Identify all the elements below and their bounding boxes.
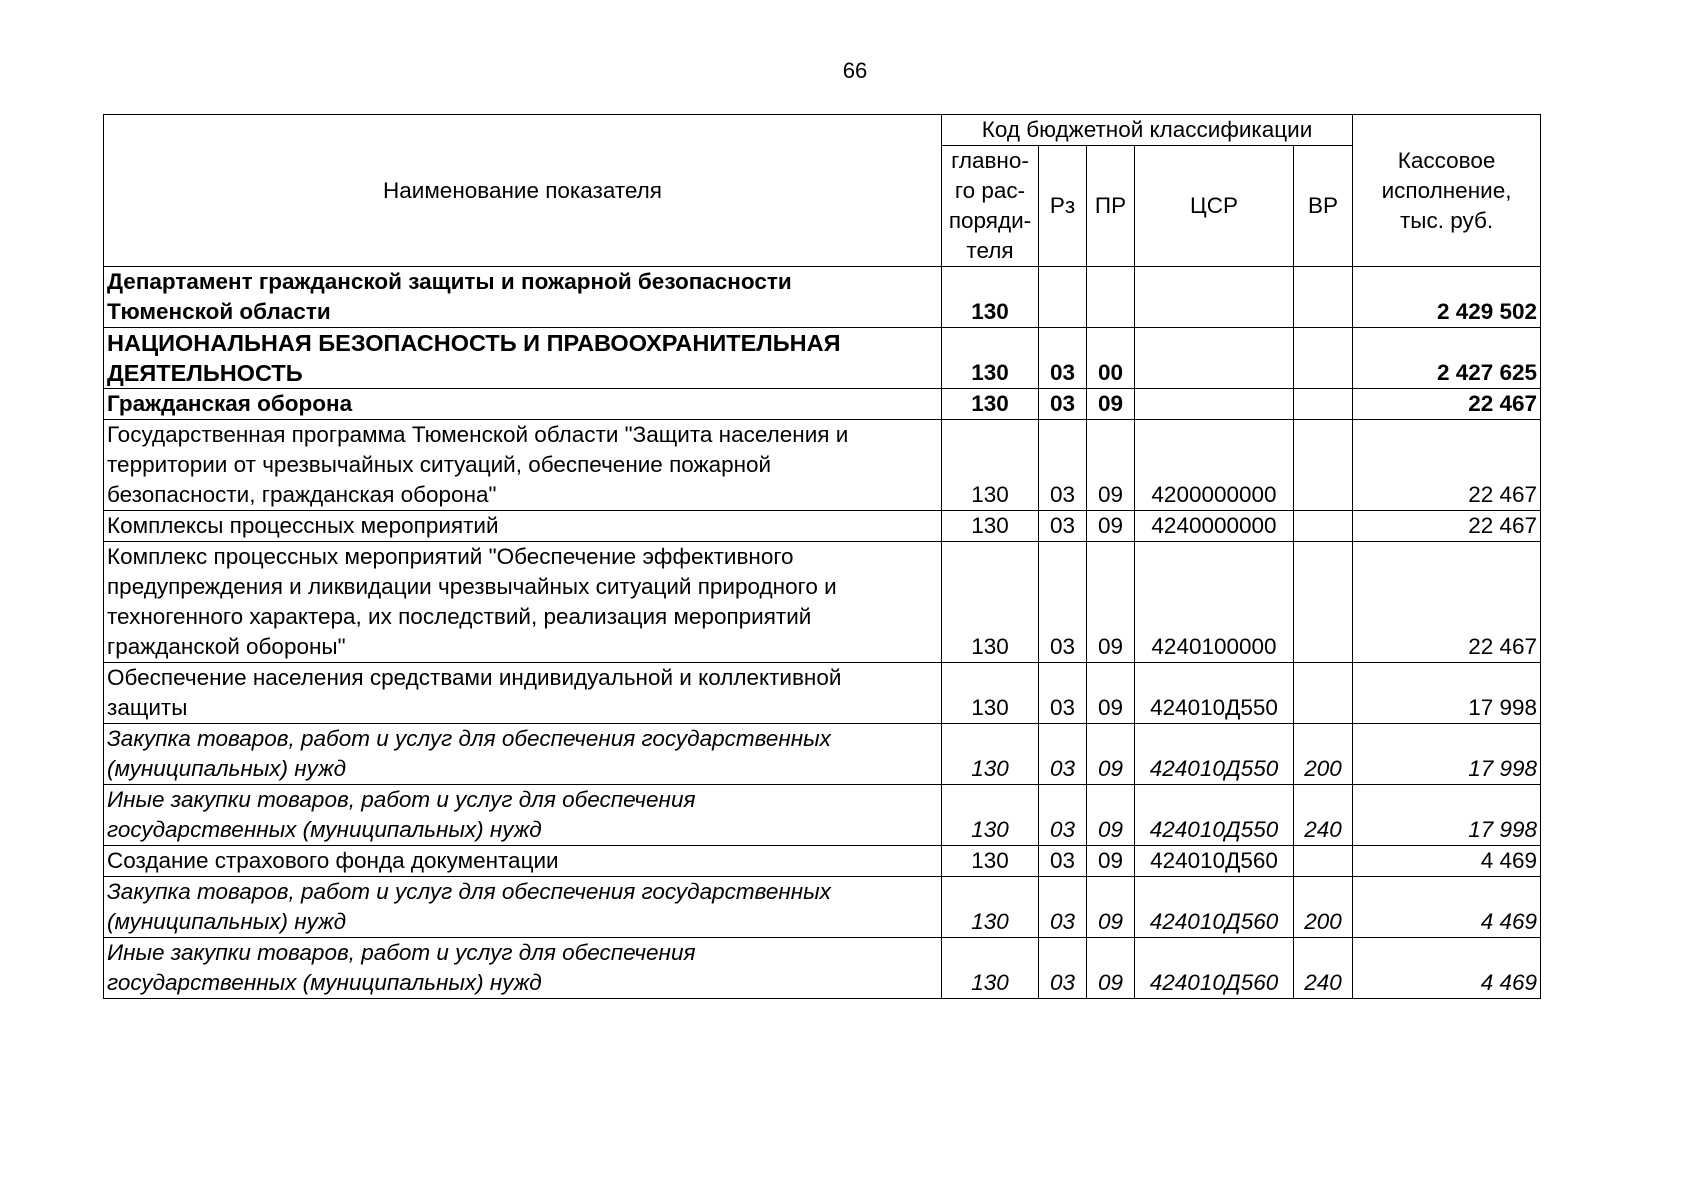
- row-name-line: Иные закупки товаров, работ и услуг для обеспечения: [107, 940, 696, 965]
- table-row: [104, 420, 1541, 511]
- row-name: [104, 542, 942, 663]
- row-grbs: 130: [942, 328, 1039, 389]
- row-name: [104, 938, 942, 999]
- row-pr: 00: [1087, 328, 1135, 389]
- header-kassa-line: исполнение,: [1381, 177, 1512, 203]
- row-vr: 240: [1294, 785, 1353, 846]
- row-csr: 4200000000: [1135, 420, 1294, 511]
- row-pr: 09: [1087, 511, 1135, 542]
- row-name-line: предупреждения и ликвидации чрезвычайных ситуаций природного и: [107, 574, 837, 599]
- row-pr: 09: [1087, 877, 1135, 938]
- row-rz: 03: [1039, 542, 1087, 663]
- header-glavny-line: поряди-: [948, 208, 1032, 233]
- row-name-line: Гражданская оборона: [107, 391, 353, 416]
- budget-table: [103, 114, 1541, 999]
- row-grbs: 130: [942, 389, 1039, 420]
- row-name-line: Комплекс процессных мероприятий "Обеспечение эффективного: [107, 544, 794, 569]
- row-vr: [1294, 328, 1353, 389]
- row-vr: [1294, 389, 1353, 420]
- row-name-line: Закупка товаров, работ и услуг для обеспечения государственных: [107, 879, 831, 904]
- row-grbs: 130: [942, 542, 1039, 663]
- row-amount: 17 998: [1353, 724, 1541, 785]
- row-rz: 03: [1039, 785, 1087, 846]
- row-grbs: 130: [942, 420, 1039, 511]
- row-name-line: Департамент гражданской защиты и пожарной безопасности: [107, 269, 792, 294]
- row-vr: 200: [1294, 877, 1353, 938]
- row-csr: [1135, 267, 1294, 328]
- row-amount: 17 998: [1353, 785, 1541, 846]
- row-pr: 09: [1087, 420, 1135, 511]
- table-row: [104, 877, 1541, 938]
- row-amount: 22 467: [1353, 420, 1541, 511]
- header-glavny: [942, 146, 1039, 267]
- header-vr: ВР: [1294, 146, 1353, 267]
- row-rz: 03: [1039, 846, 1087, 877]
- table-row: [104, 724, 1541, 785]
- row-name-line: Комплексы процессных мероприятий: [107, 513, 499, 538]
- row-pr: 09: [1087, 785, 1135, 846]
- row-grbs: 130: [942, 938, 1039, 999]
- row-name-line: НАЦИОНАЛЬНАЯ БЕЗОПАСНОСТЬ И ПРАВООХРАНИТЕЛЬНАЯ: [107, 330, 841, 356]
- header-glavny-line: теля: [966, 238, 1014, 263]
- row-vr: 240: [1294, 938, 1353, 999]
- row-name: [104, 420, 942, 511]
- header-glavny-line: главно-: [951, 148, 1029, 173]
- row-amount: 22 467: [1353, 389, 1541, 420]
- table-row: [104, 389, 1541, 420]
- header-glavny-line: го рас-: [954, 178, 1026, 203]
- row-csr: 424010Д560: [1135, 938, 1294, 999]
- row-name: [104, 785, 942, 846]
- row-vr: [1294, 542, 1353, 663]
- table-row: [104, 542, 1541, 663]
- row-name: [104, 511, 942, 542]
- row-grbs: 130: [942, 846, 1039, 877]
- row-name-line: государственных (муниципальных) нужд: [107, 817, 542, 842]
- row-rz: 03: [1039, 328, 1087, 389]
- row-grbs: 130: [942, 663, 1039, 724]
- row-csr: 424010Д550: [1135, 724, 1294, 785]
- row-grbs: 130: [942, 785, 1039, 846]
- row-name-line: Иные закупки товаров, работ и услуг для обеспечения: [107, 787, 696, 812]
- row-pr: [1087, 267, 1135, 328]
- row-name: [104, 328, 942, 389]
- row-name-line: Государственная программа Тюменской области "Защита населения и: [107, 422, 849, 447]
- row-csr: 4240000000: [1135, 511, 1294, 542]
- row-name-line: Закупка товаров, работ и услуг для обеспечения государственных: [107, 726, 831, 751]
- row-name-line: техногенного характера, их последствий, реализация мероприятий: [107, 604, 812, 629]
- header-name: Наименование показателя: [104, 115, 942, 267]
- row-csr: 424010Д560: [1135, 846, 1294, 877]
- row-amount: 4 469: [1353, 877, 1541, 938]
- header-rz: Рз: [1039, 146, 1087, 267]
- row-csr: 424010Д550: [1135, 663, 1294, 724]
- row-rz: 03: [1039, 938, 1087, 999]
- row-amount: 4 469: [1353, 846, 1541, 877]
- row-grbs: 130: [942, 267, 1039, 328]
- row-name-line: государственных (муниципальных) нужд: [107, 970, 542, 995]
- row-name: [104, 389, 942, 420]
- row-vr: [1294, 267, 1353, 328]
- row-vr: 200: [1294, 724, 1353, 785]
- row-amount: 2 427 625: [1353, 328, 1541, 389]
- row-name-line: Тюменской области: [107, 299, 331, 324]
- header-kassa-line: Кассовое: [1397, 147, 1496, 173]
- row-name-line: территории от чрезвычайных ситуаций, обеспечение пожарной: [107, 452, 772, 477]
- row-rz: 03: [1039, 724, 1087, 785]
- row-name: [104, 267, 942, 328]
- row-csr: [1135, 389, 1294, 420]
- row-vr: [1294, 663, 1353, 724]
- row-csr: 424010Д560: [1135, 877, 1294, 938]
- row-name-line: ДЕЯТЕЛЬНОСТЬ: [107, 360, 303, 386]
- row-name: [104, 877, 942, 938]
- row-name: [104, 663, 942, 724]
- row-pr: 09: [1087, 389, 1135, 420]
- header-pr: ПР: [1087, 146, 1135, 267]
- row-name-line: защиты: [107, 695, 188, 720]
- header-code-group: Код бюджетной классификации: [942, 115, 1353, 146]
- table-row: [104, 846, 1541, 877]
- row-rz: 03: [1039, 511, 1087, 542]
- row-amount: 22 467: [1353, 511, 1541, 542]
- row-csr: [1135, 328, 1294, 389]
- row-name: [104, 724, 942, 785]
- row-csr: 424010Д550: [1135, 785, 1294, 846]
- row-grbs: 130: [942, 724, 1039, 785]
- row-pr: 09: [1087, 724, 1135, 785]
- header-kassa: [1353, 115, 1541, 267]
- row-rz: [1039, 267, 1087, 328]
- row-rz: 03: [1039, 420, 1087, 511]
- row-vr: [1294, 511, 1353, 542]
- row-rz: 03: [1039, 877, 1087, 938]
- header-kassa-line: тыс. руб.: [1399, 207, 1494, 233]
- row-name: [104, 846, 942, 877]
- row-grbs: 130: [942, 511, 1039, 542]
- table-row: [104, 328, 1541, 389]
- row-amount: 17 998: [1353, 663, 1541, 724]
- table-row: [104, 663, 1541, 724]
- row-rz: 03: [1039, 663, 1087, 724]
- table-row: [104, 785, 1541, 846]
- row-pr: 09: [1087, 938, 1135, 999]
- row-vr: [1294, 420, 1353, 511]
- page-number: 66: [842, 58, 868, 83]
- row-name-line: Создание страхового фонда документации: [107, 848, 559, 873]
- header-csr: ЦСР: [1135, 146, 1294, 267]
- row-grbs: 130: [942, 877, 1039, 938]
- row-amount: 22 467: [1353, 542, 1541, 663]
- table-row: [104, 511, 1541, 542]
- row-pr: 09: [1087, 846, 1135, 877]
- row-name-line: (муниципальных) нужд: [107, 756, 347, 781]
- row-vr: [1294, 846, 1353, 877]
- row-name-line: безопасности, гражданская оборона": [107, 482, 497, 507]
- row-amount: 4 469: [1353, 938, 1541, 999]
- row-amount: 2 429 502: [1353, 267, 1541, 328]
- row-pr: 09: [1087, 542, 1135, 663]
- row-name-line: гражданской обороны": [107, 634, 346, 659]
- row-pr: 09: [1087, 663, 1135, 724]
- row-name-line: (муниципальных) нужд: [107, 909, 347, 934]
- table-row: [104, 267, 1541, 328]
- row-rz: 03: [1039, 389, 1087, 420]
- table-row: [104, 938, 1541, 999]
- row-csr: 4240100000: [1135, 542, 1294, 663]
- row-name-line: Обеспечение населения средствами индивидуальной и коллективной: [107, 665, 842, 690]
